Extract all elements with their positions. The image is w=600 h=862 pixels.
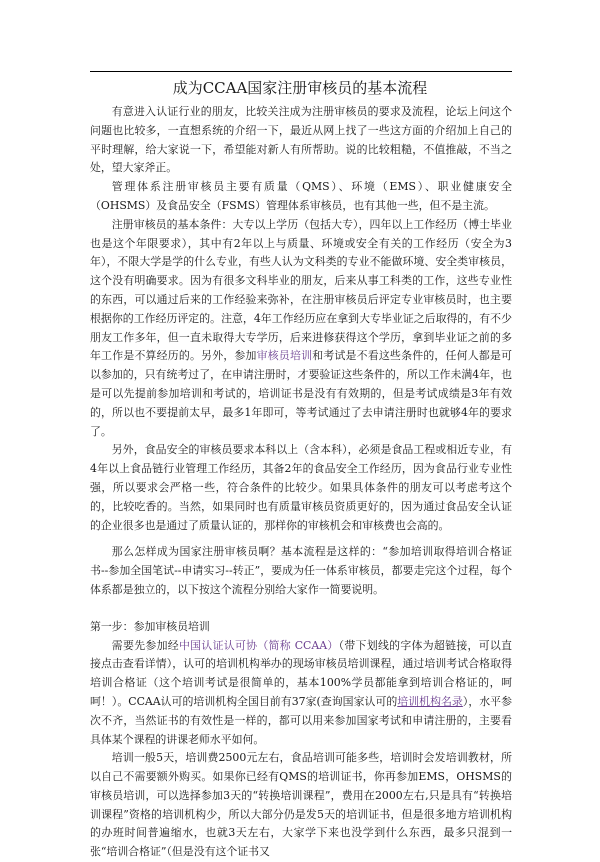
intro-paragraph: 有意进入认证行业的朋友，比较关注成为注册审核员的要求及流程，论坛上问这个问题也比较多，一直想系统的介绍一下，最近从网上找了一些这方面的介绍加上自己的平时理解，给大家说一下，希望能对新人有所帮助。说的比较粗糙，不值推敲，不当之处，望大家斧正。 bbox=[90, 105, 512, 175]
training-paragraph: 培训一般5天，培训费2500元左右，食品培训可能多些，培训时会发培训教材，所以自己不需要额外购买。如果你已经有QMS的培训证书，你再参加EMS，OHSMS的审核员培训，可以选择参加3天的“转换培训课程”，费用在2000左右,只是具有“转换培训课程”资格的培训机构少，所以大部分仍是发5天的培训证书，但是很多地方培训机构的办班时间普遍缩水，也就3天左右，大家学下来也没学到什么东西，最多只混到一张“培训合格证”（但是没有这个证书又 bbox=[90, 751, 512, 859]
auditor-training-link[interactable]: 审核员培训 bbox=[256, 349, 313, 363]
step1-text-2: （带下划线的字体为超链接，可以直接点击查看详情），认可的培训机构举办的现场审核员培训课程，通过培训考试合格取得培训合格证（这个培训考试是很简单的，基本100%学员都能拿到培训合格证的，呵呵！）。CCAA认可的培训机构全国目前有37家(查询国家认可的 bbox=[90, 638, 512, 708]
conditions-text-2: 和考试是不看这些条件的，任何人都是可以参加的，只有统考过了，在申请注册时，才要验证这些条件的，所以工作未满4年，也是可以先提前参加培训和考试的，培训证书是没有有效期的，但是考试成绩是3年有效的，所以也不要提前太早，最多1年即可，等考试通过了去申请注册时也就够4年的要求了。 bbox=[90, 349, 512, 438]
ccaa-link[interactable]: 中国认证认可协（简称 CCAA） bbox=[178, 638, 339, 652]
conditions-text-1: 注册审核员的基本条件：大专以上学历（包括大专），四年以上工作经历（博士毕业也是这个年限要求），其中有2年以上与质量、环境或安全有关的工作经历（安全为3年），不限大学是学的什么专业，有些人认为文科类的专业不能做环境、安全类审核员，这个没有明确要求。因为有很多文科毕业的朋友，后来从事工科类的工作，这些专业性的东西，可以通过后来的工作经验来弥补，在注册审核员后评定专业审核员时，也主要根据你的工作经历评定的。注意，4年工作经历应在拿到大专毕业证之后取得的，有不少朋友工作多年，但一直未取得大专学历，后来进修获得这个学历，拿到毕业证之前的多年工作是不算经历的。另外，参加 bbox=[90, 217, 512, 363]
step1-text-1: 需要先参加经 bbox=[111, 638, 179, 652]
process-paragraph: 那么怎样成为国家注册审核员啊？基本流程是这样的：“参加培训取得培训合格证书--参加全国笔试--申请实习--转正”，要成为任一体系审核员，都要走完这个过程，每个体系都是独立的，以下按这个流程分别给大家作一简要说明。 bbox=[90, 545, 512, 596]
types-paragraph: 管理体系注册审核员主要有质量（QMS）、环境（EMS）、职业健康安全（OHSMS）及食品安全（FSMS）管理体系审核员，也有其他一些，但不是主流。 bbox=[90, 180, 512, 212]
step1-heading: 第一步：参加审核员培训 bbox=[90, 619, 210, 633]
food-safety-paragraph: 另外，食品安全的审核员要求本科以上（含本科），必须是食品工程或相近专业，有4年以上食品链行业管理工作经历，其备2年的食品安全工作经历，因为食品行业专业性强，所以要求会严格一些，符合条件的比较少。如果具体条件的朋友可以考虑考这个的，比较吃香的。当然，如果同时也有质量审核员资质更好的，因为通过食品安全认证的企业很多也是通过了质量认证的，那样你的审核机会和审核费也会高的。 bbox=[90, 443, 512, 532]
document-body bbox=[90, 103, 512, 862]
training-institutions-link[interactable]: 培训机构名录 bbox=[397, 694, 463, 708]
header-rule bbox=[90, 71, 512, 72]
conditions-paragraph bbox=[90, 216, 512, 442]
step1-paragraph bbox=[90, 637, 512, 750]
step1-text-3: ），水平参次不齐，当然证书的有效性是一样的，都可以用来参加国家考试和申请注册的，主要看具体某个课程的讲课老师水平如何。 bbox=[90, 694, 512, 746]
page-title: 成为CCAA国家注册审核员的基本流程 bbox=[172, 79, 428, 97]
